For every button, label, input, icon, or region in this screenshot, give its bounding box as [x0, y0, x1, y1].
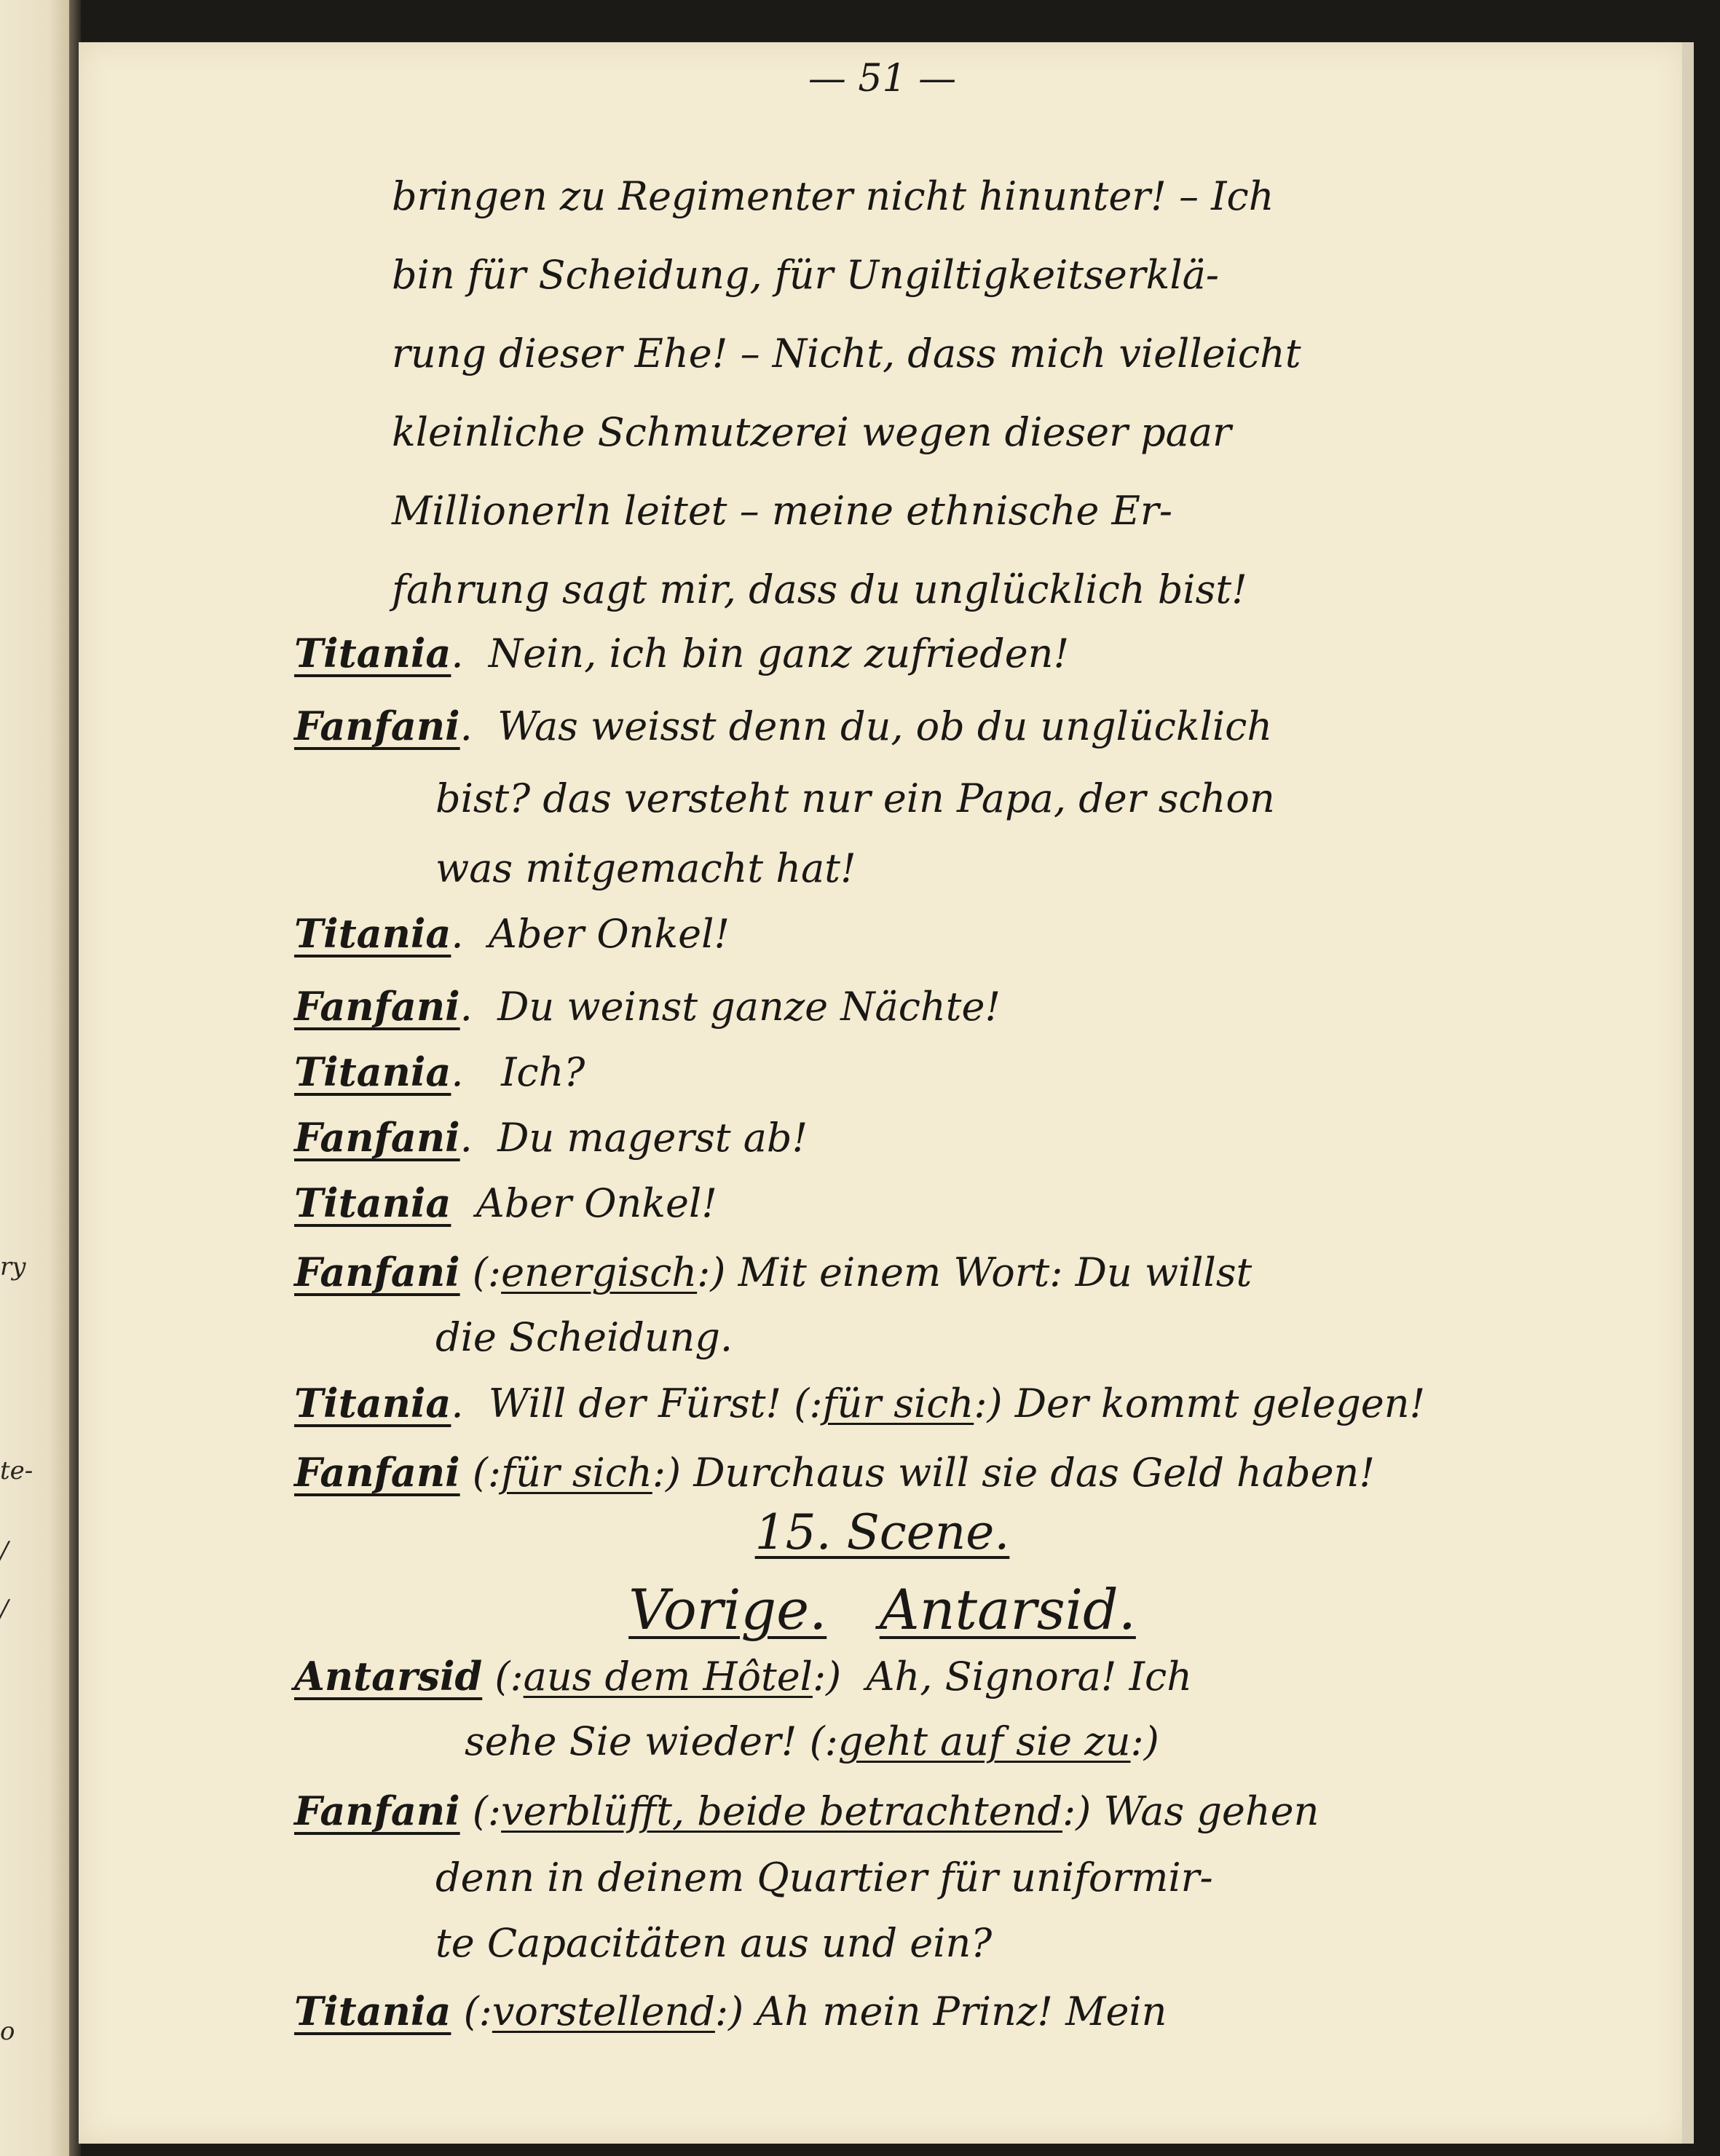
page-number: — 51 — [808, 57, 957, 100]
dialogue-text: Aber Onkel! [476, 1180, 717, 1226]
dialogue-text: sehe Sie wieder! [465, 1718, 797, 1764]
text-line: Millionerln leitet – meine ethnische Er- [392, 488, 1172, 534]
dialogue-text: Mit einem Wort: Du willst [738, 1249, 1252, 1295]
dialogue-line: sehe Sie wieder! (:geht auf sie zu:) [465, 1718, 1159, 1764]
left-margin-fragment: / [0, 1595, 9, 1624]
stage-direction: verblüfft, beide betrachtend [501, 1788, 1063, 1834]
dialogue-text: Was gehen [1103, 1788, 1319, 1834]
dialogue-line: Fanfani (:verblüfft, beide betrachtend:) Was gehen [294, 1788, 1319, 1834]
left-margin-fragment: te- [0, 1456, 33, 1485]
left-margin-fragment: / [0, 1536, 9, 1565]
text-line: rung dieser Ehe! – Nicht, dass mich vielleicht [392, 331, 1301, 376]
dialogue-text: Nein, ich bin ganz zufrieden! [488, 631, 1070, 676]
stage-direction: für sich [501, 1450, 652, 1496]
dialogue-text: Ich? [501, 1049, 585, 1095]
text-line: bin für Scheidung, für Ungiltigkeitserklä- [392, 252, 1220, 298]
text-line: te Capacitäten aus und ein? [435, 1920, 993, 1966]
speaker-name: Titania [294, 1380, 451, 1426]
speaker-name: Fanfani [294, 1249, 460, 1295]
scene-character: Antarsid. [879, 1577, 1136, 1642]
left-margin-fragment: ry [0, 1252, 26, 1282]
dialogue-line: Titania. Aber Onkel! [294, 910, 730, 957]
dialogue-line: Fanfani. Du weinst ganze Nächte! [294, 983, 1001, 1030]
dialogue-line [294, 1180, 717, 1226]
dialogue-line: Fanfani (:für sich:) Durchaus will sie das Geld haben! [294, 1449, 1376, 1496]
dialogue-text: Durchaus will sie das Geld haben! [693, 1450, 1376, 1496]
left-page-edge [0, 0, 69, 2156]
scene-heading [79, 1504, 1686, 1560]
text-line: die Scheidung. [435, 1314, 733, 1360]
stage-direction: aus dem Hôtel [523, 1654, 813, 1699]
dialogue-text: Ah mein Prinz! Mein [756, 1989, 1167, 2034]
speaker-name: Antarsid [294, 1653, 483, 1699]
dialogue-line: Titania. Nein, ich bin ganz zufrieden! [294, 630, 1070, 676]
manuscript-page [79, 42, 1686, 2144]
scene-title: 15. Scene. [754, 1504, 1010, 1560]
speaker-name: Titania [294, 1180, 451, 1226]
dialogue-line: Fanfani. Was weisst denn du, ob du unglücklich [294, 703, 1273, 749]
text-line: bist? das versteht nur ein Papa, der schon [435, 775, 1275, 821]
speaker-name: Fanfani [294, 1449, 460, 1496]
scene-character: Vorige. [628, 1577, 827, 1642]
speaker-name: Titania [294, 910, 451, 957]
text-line: was mitgemacht hat! [435, 845, 856, 891]
stage-direction: für sich [822, 1381, 974, 1426]
speaker-name: Titania [294, 1988, 451, 2034]
dialogue-text: Du magerst ab! [497, 1115, 808, 1161]
dialogue-line: Antarsid (:aus dem Hôtel:) Ah, Signora! Ich [294, 1653, 1192, 1699]
dialogue-text: Du weinst ganze Nächte! [497, 984, 1001, 1030]
stage-direction: geht auf sie zu [837, 1718, 1131, 1764]
dialogue-line: Fanfani (:energisch:) Mit einem Wort: Du willst [294, 1249, 1252, 1295]
text-line: kleinliche Schmutzerei wegen dieser paar [392, 409, 1231, 455]
speaker-name: Fanfani [294, 1114, 460, 1161]
stage-direction: energisch [501, 1249, 698, 1295]
page-edge-right [1682, 42, 1694, 2144]
text-line: denn in deinem Quartier für uniformir- [435, 1855, 1213, 1900]
text-line: fahrung sagt mir, dass du unglücklich bist! [392, 566, 1247, 612]
dialogue-line: Titania. Will der Fürst! (:für sich:) Der kommt gelegen! [294, 1380, 1426, 1426]
text-line: bringen zu Regimenter nicht hinunter! – Ich [392, 173, 1274, 219]
left-margin-fragment: o [0, 2017, 15, 2046]
speaker-name: Fanfani [294, 703, 460, 749]
dialogue-text: Was weisst denn du, ob du unglücklich [497, 703, 1273, 749]
stage-direction: vorstellend [492, 1989, 715, 2034]
dialogue-text: Aber Onkel! [488, 911, 730, 957]
dialogue-text: Ah, Signora! Ich [866, 1654, 1192, 1699]
dialogue-text: Der kommt gelegen! [1014, 1381, 1426, 1426]
speaker-name: Titania [294, 1049, 451, 1095]
dialogue-text: Will der Fürst! [488, 1381, 782, 1426]
scene-characters [79, 1577, 1686, 1642]
speaker-name: Fanfani [294, 983, 460, 1030]
speaker-name: Fanfani [294, 1788, 460, 1834]
dialogue-line: Titania (:vorstellend:) Ah mein Prinz! Mein [294, 1988, 1167, 2034]
speaker-name: Titania [294, 630, 451, 676]
dialogue-line: Fanfani. Du magerst ab! [294, 1114, 808, 1161]
dialogue-line: Titania. Ich? [294, 1049, 585, 1095]
